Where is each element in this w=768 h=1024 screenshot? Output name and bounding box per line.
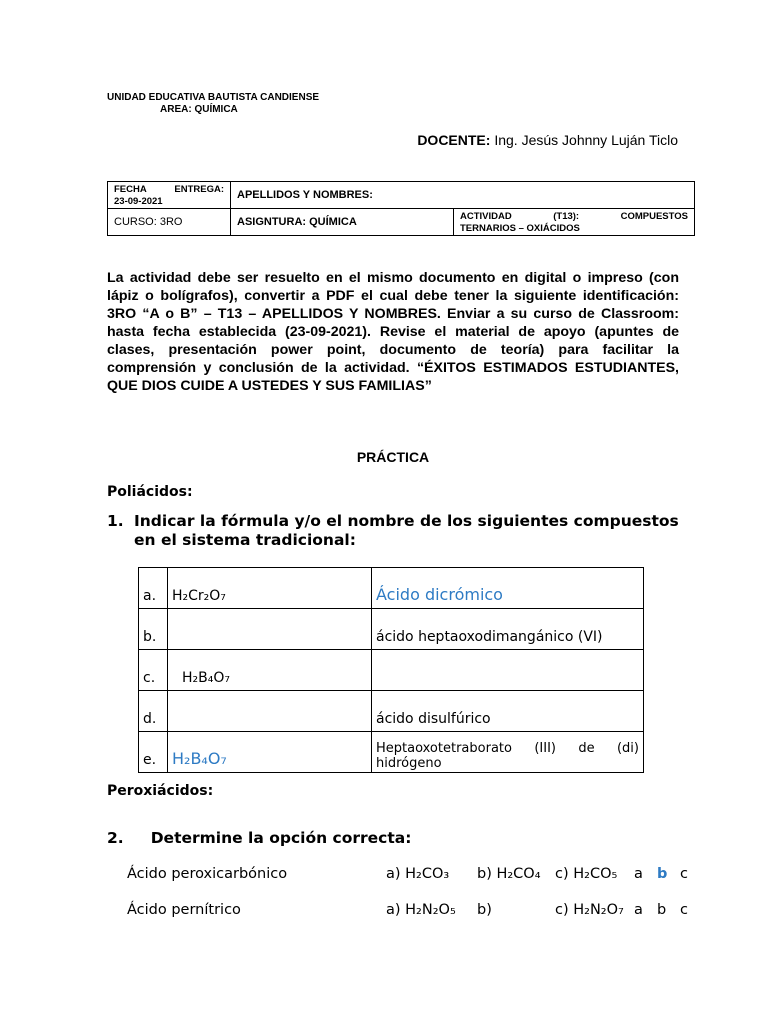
table-row bbox=[139, 568, 644, 609]
option-c[interactable]: c) H₂N₂O₇ bbox=[555, 902, 624, 918]
actividad-line2: TERNARIOS – OXIÁCIDOS bbox=[460, 222, 580, 234]
fecha-value: 23-09-2021 bbox=[114, 195, 163, 207]
asignatura-cell: ASIGNTURA: QUÍMICA bbox=[231, 209, 454, 236]
row-letter: b. bbox=[139, 609, 168, 650]
formula-cell[interactable]: H₂Cr₂O₇ bbox=[168, 568, 372, 609]
table-row bbox=[139, 650, 644, 691]
row-letter: c. bbox=[139, 650, 168, 691]
subject-area: AREA: QUÍMICA bbox=[160, 104, 238, 115]
option-a[interactable]: a) H₂N₂O₅ bbox=[386, 902, 456, 918]
fecha-cell bbox=[108, 182, 231, 209]
question-1 bbox=[107, 512, 682, 550]
option-c[interactable]: c) H₂CO₅ bbox=[555, 866, 618, 882]
name-cell[interactable]: Ácido dicrómico bbox=[372, 568, 644, 609]
table-row bbox=[139, 691, 644, 732]
table-row bbox=[139, 732, 644, 773]
instructions-paragraph: La actividad debe ser resuelto en el mismo documento en digital o impreso (con lápiz o bolígrafos), convertir a PDF el cual debe tener la siguiente identificación: 3RO “A o B” – T13 – APELLIDOS Y NOMBRES. Enviar a su curso de Classroom: hasta fecha establecida (23-09-2021). Revise el material de apoyo (apuntes de clases, presentación power point, documento de teoría) para facilitar la comprensión y conclusión de la actividad. “ÉXITOS ESTIMADOS ESTUDIANTES, QUE DIOS CUIDE A USTEDES Y SUS FAMILIAS” bbox=[107, 270, 679, 394]
select-a[interactable]: a bbox=[634, 902, 643, 918]
name-cell[interactable]: Heptaoxotetraborato (III) de (di) hidrógeno bbox=[372, 732, 644, 773]
compound-name: Ácido pernítrico bbox=[127, 902, 241, 918]
teacher-label: DOCENTE: bbox=[417, 132, 491, 148]
select-a[interactable]: a bbox=[634, 866, 643, 882]
formula-cell[interactable]: H₂B₄O₇ bbox=[168, 650, 372, 691]
curso-cell: CURSO: 3RO bbox=[108, 209, 231, 236]
option-a[interactable]: a) H₂CO₃ bbox=[386, 866, 450, 882]
question-2-text: Determine la opción correcta: bbox=[150, 829, 412, 847]
option-b[interactable]: b) H₂CO₄ bbox=[477, 866, 541, 882]
row-letter: a. bbox=[139, 568, 168, 609]
row-letter: e. bbox=[139, 732, 168, 773]
teacher-line bbox=[417, 132, 678, 148]
apellidos-field[interactable]: APELLIDOS Y NOMBRES: bbox=[231, 182, 695, 209]
question-1-text: Indicar la fórmula y/o el nombre de los siguientes compuestos en el sistema tradicional: bbox=[134, 512, 679, 549]
name-cell[interactable]: ácido heptaoxodimangánico (VI) bbox=[372, 609, 644, 650]
practica-title: PRÁCTICA bbox=[356, 449, 430, 465]
compounds-table bbox=[138, 567, 644, 773]
actividad-cell bbox=[454, 209, 695, 236]
compound-name: Ácido peroxicarbónico bbox=[127, 866, 288, 882]
actividad-line1: ACTIVIDAD (T13): COMPUESTOS bbox=[460, 210, 688, 222]
teacher-name: Ing. Jesús Johnny Luján Ticlo bbox=[490, 132, 678, 148]
option-b[interactable]: b) bbox=[477, 902, 492, 918]
section-poliacidos-title: Poliácidos: bbox=[107, 484, 193, 500]
formula-cell[interactable] bbox=[168, 609, 372, 650]
name-cell[interactable] bbox=[372, 650, 644, 691]
formula-cell[interactable]: H₂B₄O₇ bbox=[168, 732, 372, 773]
school-name: UNIDAD EDUCATIVA BAUTISTA CANDIENSE bbox=[107, 92, 320, 103]
row-letter: d. bbox=[139, 691, 168, 732]
select-c[interactable]: c bbox=[680, 902, 688, 918]
select-b[interactable]: b bbox=[657, 866, 668, 882]
question-2-number: 2. bbox=[107, 829, 124, 847]
info-table bbox=[107, 181, 695, 236]
section-peroxiacidos-title: Peroxiácidos: bbox=[107, 783, 214, 799]
table-row bbox=[139, 609, 644, 650]
formula-cell[interactable] bbox=[168, 691, 372, 732]
fecha-label: FECHA ENTREGA: bbox=[114, 183, 224, 195]
question-1-number: 1. bbox=[107, 512, 124, 530]
select-b[interactable]: b bbox=[657, 902, 667, 918]
question-2 bbox=[107, 829, 411, 847]
select-c[interactable]: c bbox=[680, 866, 688, 882]
name-cell[interactable]: ácido disulfúrico bbox=[372, 691, 644, 732]
